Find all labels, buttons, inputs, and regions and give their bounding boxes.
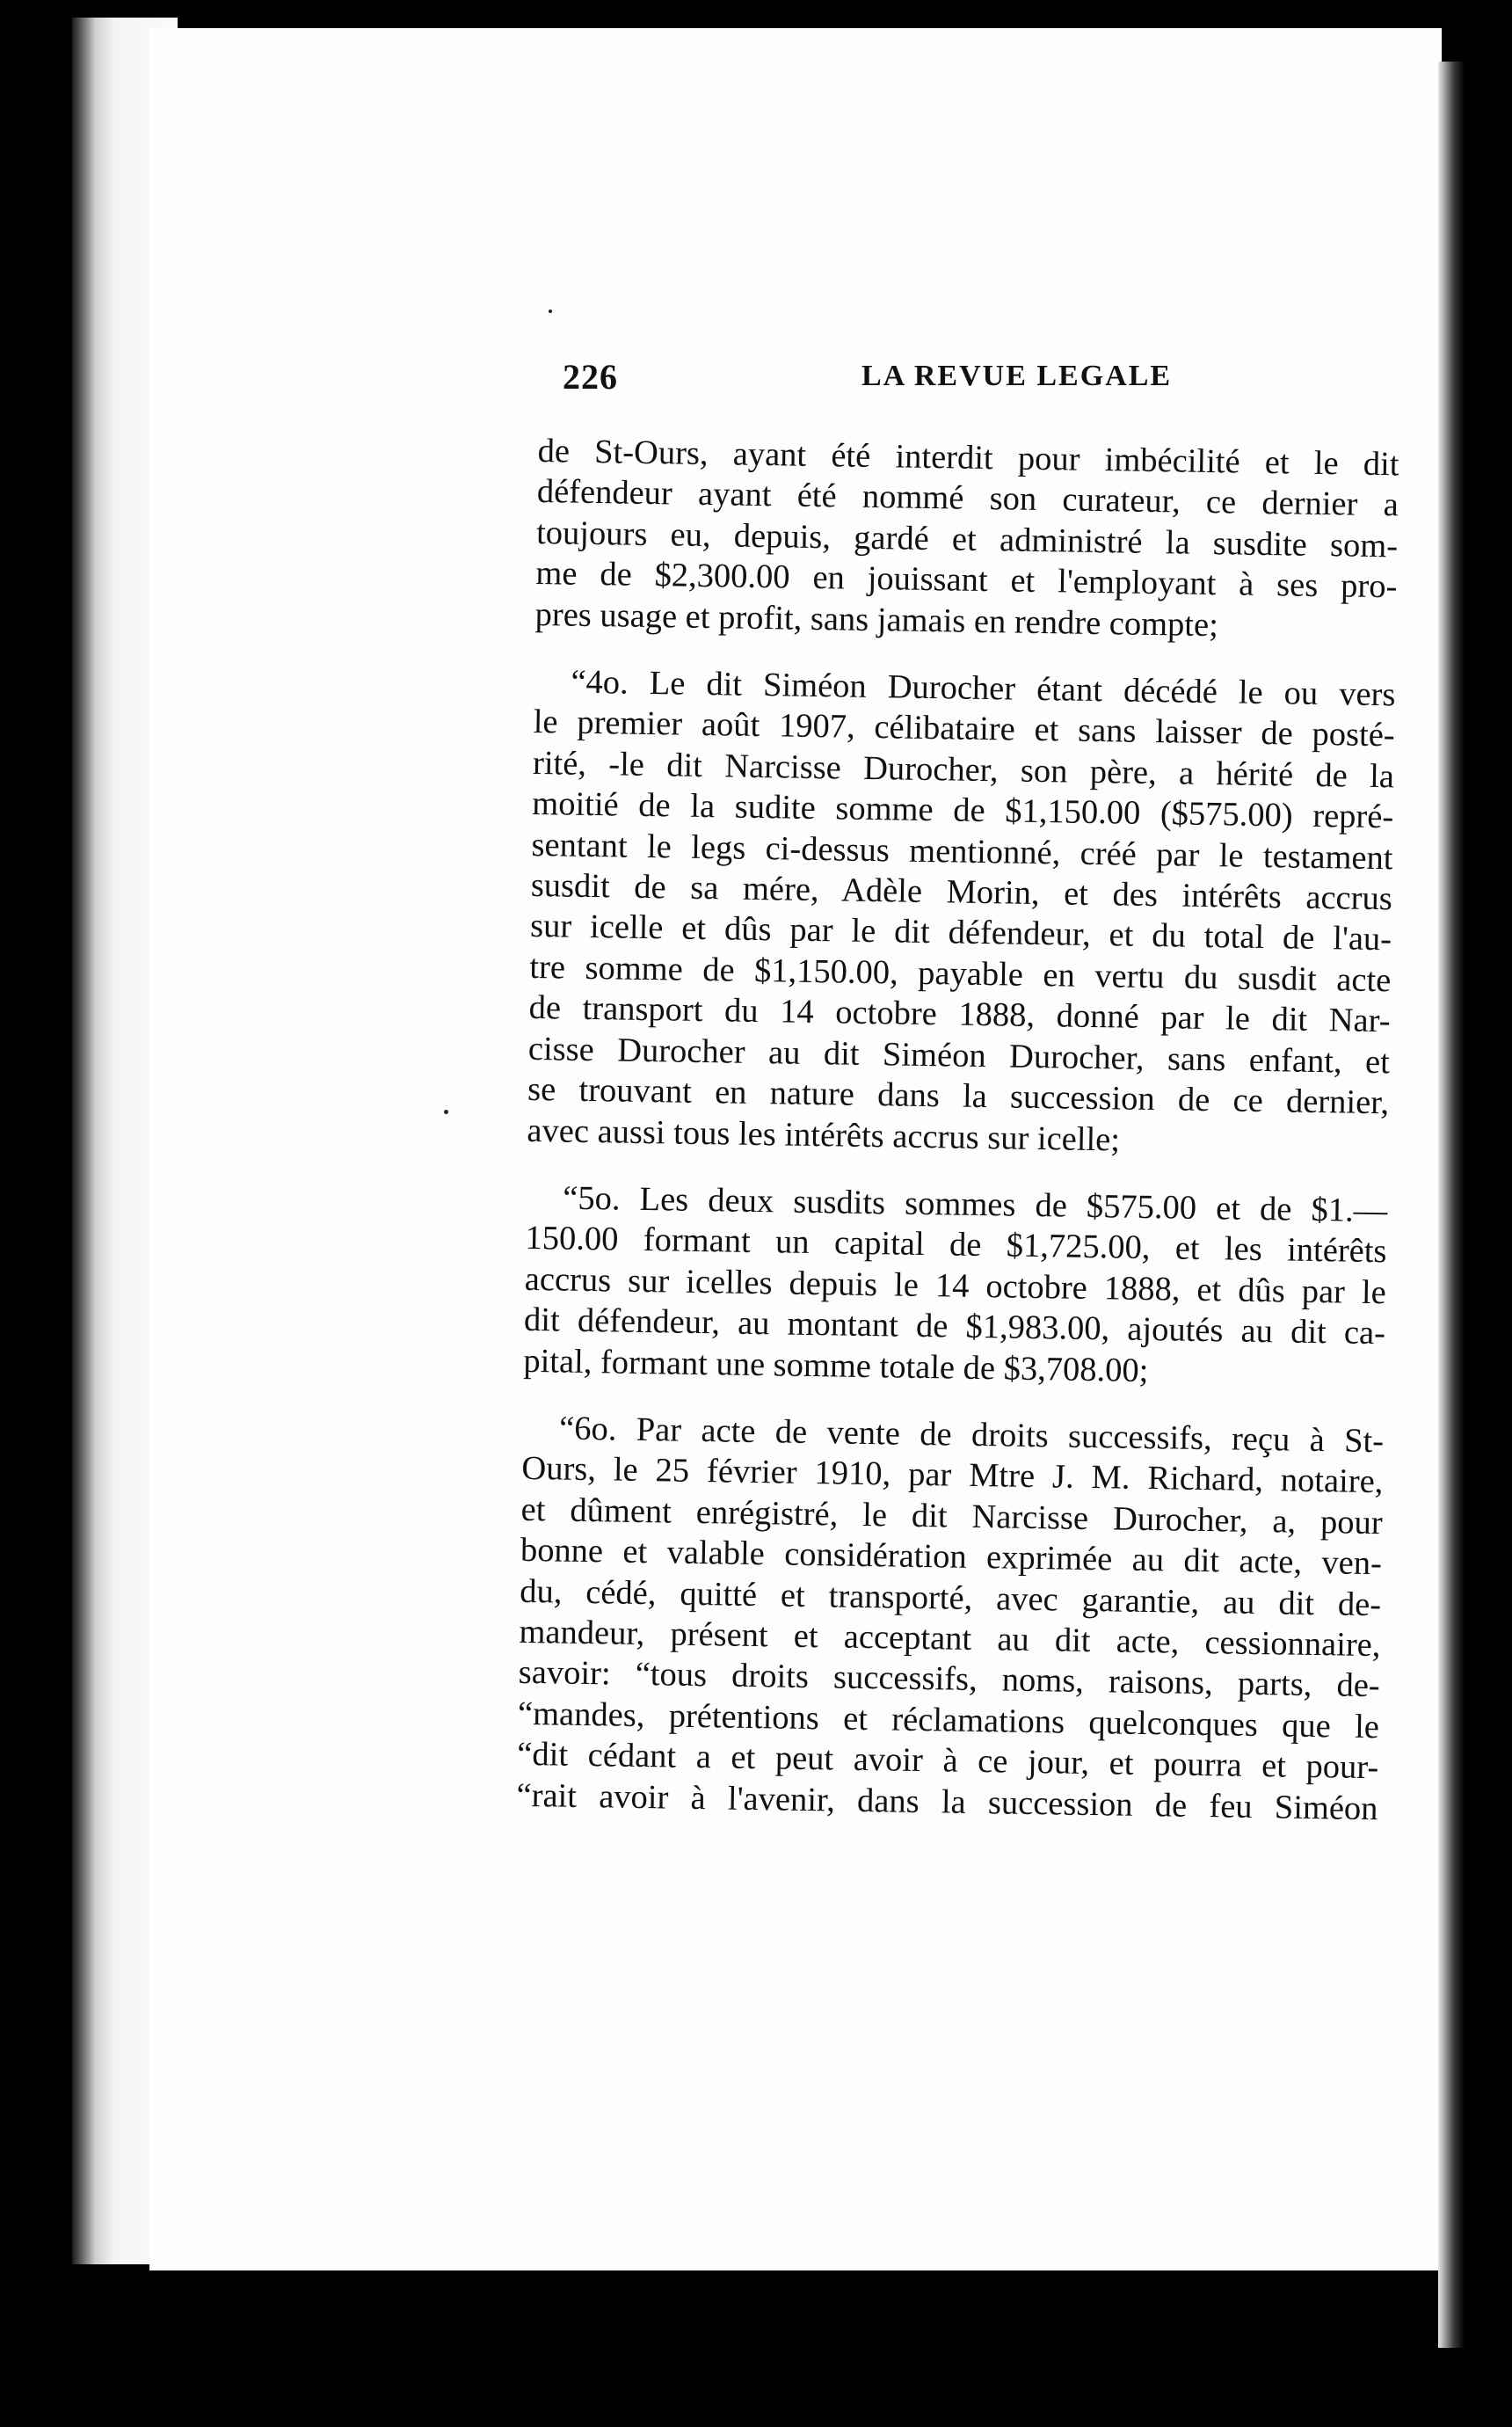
text-line: se trouvant en nature dans la succession de ce dernier, [527,1071,1390,1122]
text-line: dit défendeur, au montant de $1,983.00, ajoutés au dit ca- [523,1301,1386,1352]
body-text [516,431,1399,1829]
text-line: savoir: “tous droits successifs, noms, raisons, parts, de- [518,1654,1381,1705]
text-line: pital, formant une somme totale de $3,708.00; [523,1342,1149,1389]
text-line: le premier août 1907, célibataire et sans laisser de posté- [533,703,1396,754]
text-line: 150.00 formant un capital de $1,725.00, et les intérêts [525,1220,1387,1271]
text-line: “mandes, prétentions et réclamations quelconques que le [517,1695,1380,1746]
text-line: sur icelle et dûs par le dit défendeur, et du total de l'au- [529,907,1392,958]
page-header [563,356,1178,409]
text-line: “6o. Par acte de vente de droits successifs, reçu à St- [558,1410,1385,1461]
paragraph [516,1408,1384,1829]
text-line: “dit cédant a et peut avoir à ce jour, et pourra et pour- [517,1736,1379,1787]
text-line: bonne et valable considération exprimée au dit acte, ven- [520,1532,1383,1583]
text-line: accrus sur icelles depuis le 14 octobre 1888, et dûs par le [524,1260,1387,1311]
text-line: “5o. Les deux susdits sommes de $575.00 et de $1.— [562,1179,1388,1230]
paragraph [527,661,1396,1164]
text-line: avec aussi tous les intérêts accrus sur icelle; [527,1111,1121,1158]
text-line: mandeur, présent et acceptant au dit acte, cessionnaire, [519,1613,1381,1665]
text-line: et dûment enrégistré, le dit Narcisse Durocher, a, pour [520,1490,1383,1541]
text-line: moitié de la sudite somme de $1,150.00 ($575.00) repré- [532,785,1394,836]
text-line: tre somme de $1,150.00, payable en vertu du susdit acte [529,948,1392,1000]
text-line: cisse Durocher au dit Siméon Durocher, sans enfant, et [527,1030,1391,1081]
paragraph [534,431,1399,648]
text-line: Ours, le 25 février 1910, par Mtre J. M. Richard, notaire, [521,1450,1384,1501]
text-line: susdit de sa mére, Adèle Morin, et des intérêts accrus [530,867,1393,918]
running-title: LA REVUE LEGALE [861,360,1173,392]
text-line: sentant le legs ci-dessus mentionné, créé par le testament [531,826,1393,877]
page-number: 226 [563,357,618,397]
text-line: pres usage et profit, sans jamais en rendre compte; [534,595,1219,644]
text-line: du, cédé, quitté et transporté, avec garantie, au dit de- [519,1572,1382,1623]
text-line: toujours eu, depuis, gardé et administré la susdite som- [535,514,1399,565]
text-line: défendeur ayant été nommé son curateur, ce dernier a [536,473,1399,524]
text-line: me de $2,300.00 en jouissant et l'employant à ses pro- [535,555,1398,606]
margin-speck [549,310,552,313]
text-line: de transport du 14 octobre 1888, donné par le dit Nar- [528,989,1391,1040]
margin-speck [444,1110,448,1114]
text-line: de St-Ours, ayant été interdit pour imbécilité et le dit [537,432,1399,484]
text-line: rité, -le dit Narcisse Durocher, son père, a hérité de la [532,744,1395,796]
paragraph [523,1177,1388,1395]
text-line: “4o. Le dit Siméon Durocher étant décédé le ou vers [571,663,1396,714]
page-right-edge [1438,62,1465,2348]
text-line: “rait avoir à l'avenir, dans la succession de feu Siméon [516,1776,1378,1827]
